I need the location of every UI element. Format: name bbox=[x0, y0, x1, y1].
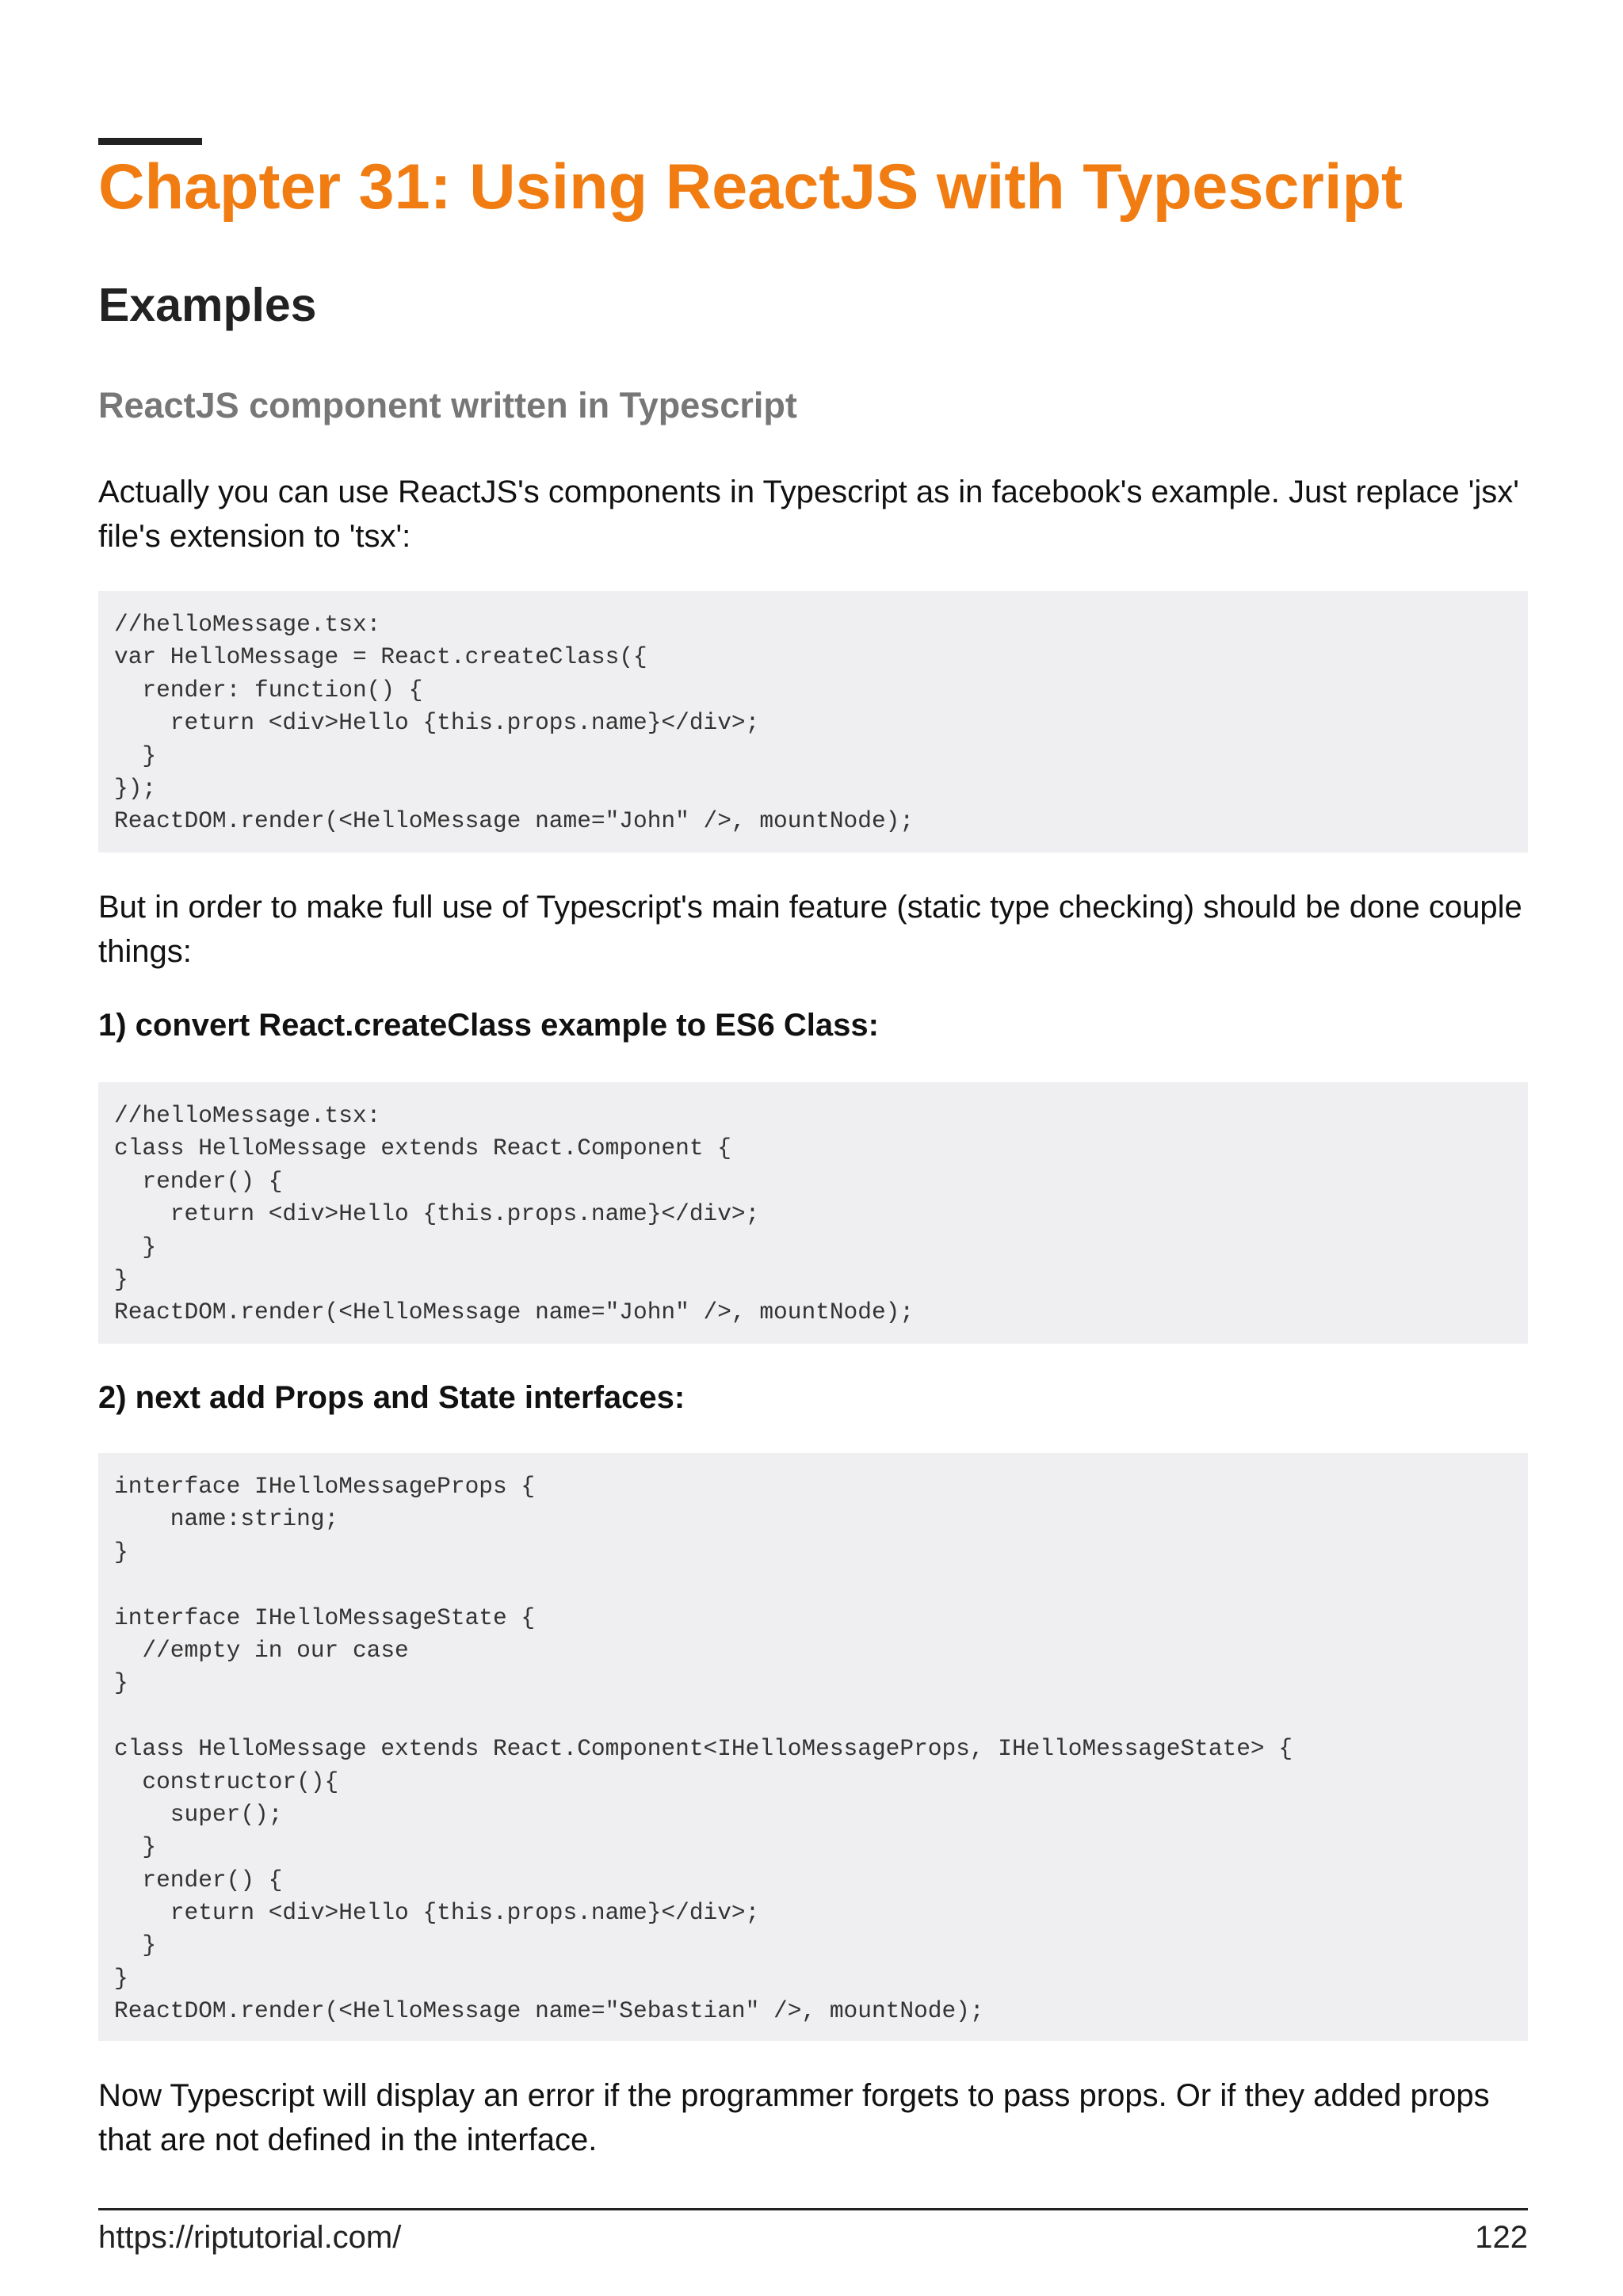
code-line: //helloMessage.tsx: bbox=[114, 1102, 381, 1129]
code-line: interface IHelloMessageState { bbox=[114, 1604, 536, 1631]
code-line: //empty in our case bbox=[114, 1636, 409, 1664]
code-line: class HelloMessage extends React.Component<IHelloMessageProps, IHelloMessageState> { bbox=[114, 1735, 1293, 1763]
code-line: ReactDOM.render(<HelloMessage name="Sebastian" />, mountNode); bbox=[114, 1997, 984, 2025]
step-1-heading: 1) convert React.createClass example to ES6 Class: bbox=[98, 1008, 879, 1043]
page-number: 122 bbox=[1475, 2220, 1528, 2255]
code-line: } bbox=[114, 1669, 128, 1697]
code-line: interface IHelloMessageProps { bbox=[114, 1473, 536, 1500]
code-line: } bbox=[114, 1265, 128, 1293]
code-line: } bbox=[114, 1538, 128, 1566]
code-line: class HelloMessage extends React.Component { bbox=[114, 1135, 731, 1162]
code-line: } bbox=[114, 1233, 157, 1261]
code-line: } bbox=[114, 1932, 157, 1959]
code-line: var HelloMessage = React.createClass({ bbox=[114, 643, 647, 671]
code-line: render() { bbox=[114, 1167, 283, 1195]
closing-paragraph: Now Typescript will display an error if the programmer forgets to pass props. Or if they added props that are not defined in the interface. bbox=[98, 2078, 1490, 2157]
code-line: return <div>Hello {this.props.name}</div>; bbox=[114, 709, 760, 737]
code-line: } bbox=[114, 742, 157, 769]
code-line: return <div>Hello {this.props.name}</div>; bbox=[114, 1899, 760, 1927]
code-line bbox=[114, 1569, 1512, 1601]
code-line: render() { bbox=[114, 1866, 283, 1894]
code-line: constructor(){ bbox=[114, 1768, 339, 1795]
code-line: return <div>Hello {this.props.name}</div>; bbox=[114, 1200, 760, 1228]
code-block-props-state bbox=[98, 1453, 1528, 2041]
code-line: //helloMessage.tsx: bbox=[114, 611, 381, 638]
code-line: ReactDOM.render(<HelloMessage name="John" />, mountNode); bbox=[114, 1299, 915, 1326]
code-block-es6-class bbox=[98, 1082, 1528, 1344]
example-title: ReactJS component written in Typescript bbox=[98, 385, 797, 425]
middle-paragraph: But in order to make full use of Typescript's main feature (static type checking) should be done couple things: bbox=[98, 890, 1522, 969]
code-line: } bbox=[114, 1964, 128, 1992]
intro-paragraph: Actually you can use ReactJS's components in Typescript as in facebook's example. Just replace 'jsx' file's extension to 'tsx': bbox=[98, 475, 1519, 554]
footer-url-link[interactable]: https://riptutorial.com/ bbox=[98, 2220, 402, 2255]
code-line: render: function() { bbox=[114, 676, 423, 704]
code-line: } bbox=[114, 1833, 157, 1861]
code-line: ReactDOM.render(<HelloMessage name="John" />, mountNode); bbox=[114, 807, 915, 835]
code-line: }); bbox=[114, 774, 157, 802]
code-line: name:string; bbox=[114, 1505, 339, 1533]
code-line: super(); bbox=[114, 1800, 283, 1828]
section-title: Examples bbox=[98, 279, 317, 331]
code-block-create-class bbox=[98, 591, 1528, 852]
step-2-heading: 2) next add Props and State interfaces: bbox=[98, 1380, 685, 1415]
footer-rule bbox=[98, 2208, 1528, 2210]
chapter-rule bbox=[98, 138, 202, 145]
chapter-title: Chapter 31: Using ReactJS with Typescript bbox=[98, 151, 1403, 223]
code-line bbox=[114, 1700, 1512, 1733]
